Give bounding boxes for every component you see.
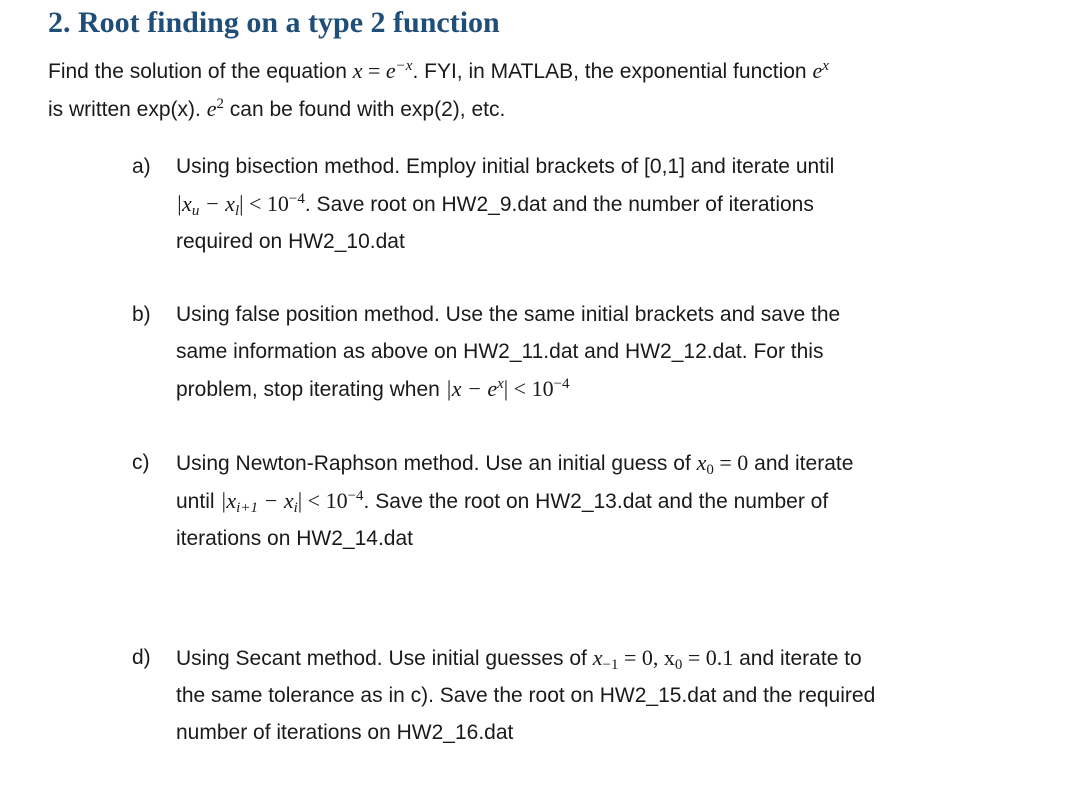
intro-line-1: Find the solution of the equation $x = e^{-x}$. FYI, in MATLAB, the exponential function $e^x$ (48, 58, 829, 83)
list-marker: d) (132, 646, 151, 669)
intro-line-2: is written exp(x). $e^2$ can be found with exp(2), etc. (48, 96, 506, 121)
list-marker: c) (132, 451, 150, 474)
intro-paragraph (48, 52, 1048, 128)
section-title: 2. Root finding on a type 2 function (48, 6, 500, 39)
list-marker: a) (132, 155, 151, 178)
list-marker: b) (132, 303, 151, 326)
